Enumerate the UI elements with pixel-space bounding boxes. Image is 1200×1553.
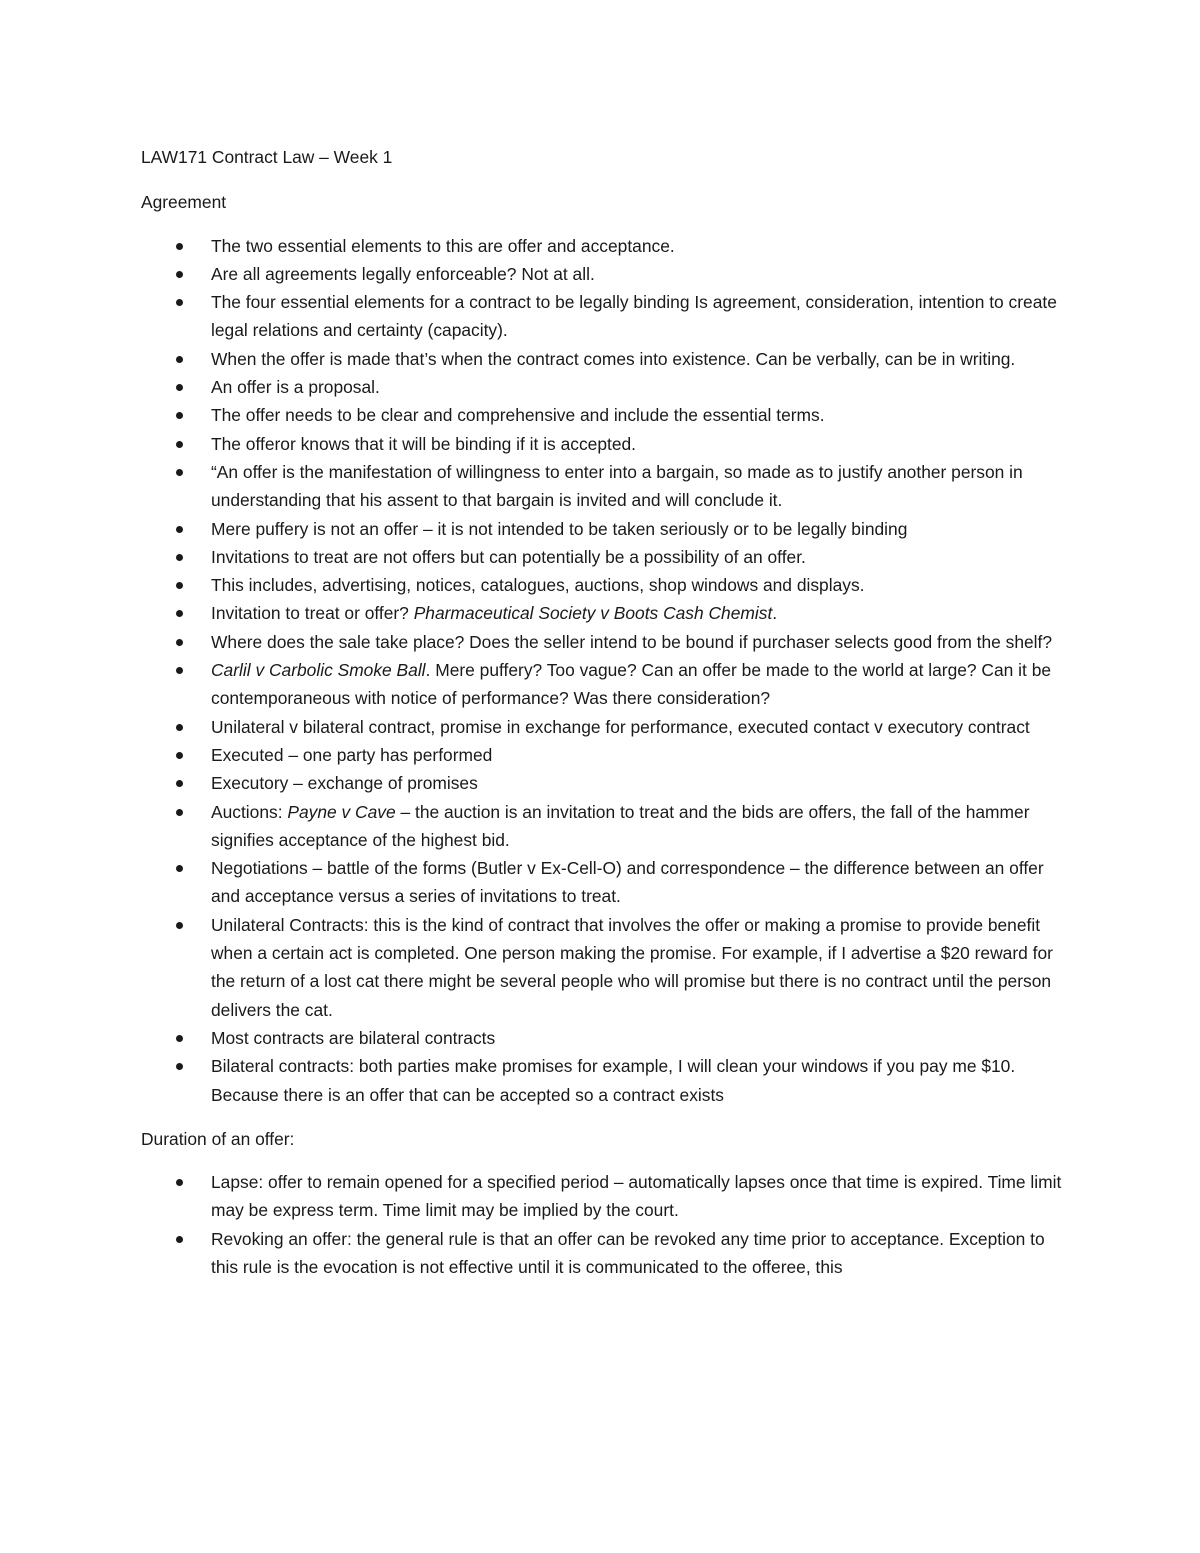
bullet-dot-icon xyxy=(176,667,183,674)
bullet-dot-icon xyxy=(176,780,183,787)
bullet-dot-icon xyxy=(176,526,183,533)
bullet-dot-icon xyxy=(176,469,183,476)
bullet-text: Revoking an offer: the general rule is that an offer can be revoked any time prior to acceptance. Exception to this rule is the evocation is not effective until it is communicated to the offeree, this xyxy=(211,1228,1045,1277)
bullet-dot-icon xyxy=(176,299,183,306)
bullet-item xyxy=(141,911,1076,1024)
bullet-item xyxy=(141,373,1076,401)
bullet-dot-icon xyxy=(176,412,183,419)
bullet-dot-icon xyxy=(176,441,183,448)
bullet-item xyxy=(141,1168,1076,1225)
bullet-text: Lapse: offer to remain opened for a specified period – automatically lapses once that time is expired. Time limit may be express term. Time limit may be implied by the court. xyxy=(211,1172,1062,1221)
bullet-item xyxy=(141,260,1076,288)
bullet-item xyxy=(141,741,1076,769)
bullet-item xyxy=(141,656,1076,713)
bullet-item xyxy=(141,628,1076,656)
bullet-dot-icon xyxy=(176,1035,183,1042)
bullet-text: The offeror knows that it will be binding if it is accepted. xyxy=(211,433,637,454)
bullet-dot-icon xyxy=(176,1063,183,1070)
bullet-item xyxy=(141,232,1076,260)
bullet-text: Mere puffery is not an offer – it is not intended to be taken seriously or to be legally binding xyxy=(211,518,908,539)
agreement-bullet-list xyxy=(141,232,1076,1109)
bullet-item xyxy=(141,1024,1076,1052)
bullet-item xyxy=(141,798,1076,855)
bullet-dot-icon xyxy=(176,356,183,363)
bullet-text: When the offer is made that’s when the contract comes into existence. Can be verbally, can be in writing. xyxy=(211,348,1016,369)
bullet-text-pre: Invitation to treat or offer? xyxy=(211,603,414,624)
bullet-text: “An offer is the manifestation of willingness to enter into a bargain, so made as to justify another person in understanding that his assent to that bargain is invited and will conclude it. xyxy=(211,461,1023,511)
bullet-text: Unilateral Contracts: this is the kind of contract that involves the offer or making a promise to provide benefit when a certain act is completed. One person making the promise. For example, if I advertise a $20 reward for the return of a lost cat there might be several people who will promise but there is no contract until the person delivers the cat. xyxy=(211,914,1053,1020)
section-heading-agreement: Agreement xyxy=(141,192,227,213)
bullet-item xyxy=(141,1225,1076,1282)
bullet-text: The four essential elements for a contract to be legally binding Is agreement, consideration, intention to create legal relations and certainty (capacity). xyxy=(211,292,1057,341)
bullet-text: This includes, advertising, notices, catalogues, auctions, shop windows and displays. xyxy=(211,575,865,596)
case-name-italic: Carlil v Carbolic Smoke Ball xyxy=(211,660,426,681)
bullet-text: Are all agreements legally enforceable? Not at all. xyxy=(211,263,595,284)
bullet-dot-icon xyxy=(176,271,183,278)
document-title: LAW171 Contract Law – Week 1 xyxy=(141,147,393,167)
bullet-text: The offer needs to be clear and comprehensive and include the essential terms. xyxy=(211,405,825,426)
bullet-text: An offer is a proposal. xyxy=(211,377,380,398)
bullet-item xyxy=(141,854,1076,911)
bullet-item xyxy=(141,288,1076,345)
bullet-text: The two essential elements to this are offer and acceptance. xyxy=(211,235,675,256)
bullet-text: Executory – exchange of promises xyxy=(211,773,478,794)
bullet-text-post: . Mere puffery? Too vague? Can an offer be made to the world at large? Can it be contemporaneous with notice of performance? Was there consideration? xyxy=(211,660,1052,709)
bullet-item xyxy=(141,1052,1076,1109)
case-name-italic: Pharmaceutical Society v Boots Cash Chemist xyxy=(413,603,773,624)
bullet-text: Where does the sale take place? Does the seller intend to be bound if purchaser selects good from the shelf? xyxy=(211,631,1053,652)
bullet-dot-icon xyxy=(176,384,183,391)
bullet-item xyxy=(141,345,1076,373)
bullet-dot-icon xyxy=(176,922,183,929)
bullet-dot-icon xyxy=(176,582,183,589)
section-heading-duration: Duration of an offer: xyxy=(141,1128,295,1149)
bullet-dot-icon xyxy=(176,752,183,759)
bullet-item xyxy=(141,571,1076,599)
bullet-item xyxy=(141,599,1076,627)
bullet-dot-icon xyxy=(176,865,183,872)
bullet-dot-icon xyxy=(176,1179,183,1186)
bullet-dot-icon xyxy=(176,639,183,646)
spacer xyxy=(141,1109,1076,1125)
bullet-item xyxy=(141,401,1076,429)
bullet-text: Unilateral v bilateral contract, promise in exchange for performance, executed contact v executory contract xyxy=(211,716,1030,737)
case-name-italic: Payne v Cave xyxy=(287,801,396,822)
bullet-dot-icon xyxy=(176,1236,183,1243)
bullet-item xyxy=(141,769,1076,797)
bullet-item xyxy=(141,515,1076,543)
bullet-dot-icon xyxy=(176,610,183,617)
bullet-text-pre: Auctions: xyxy=(211,801,288,822)
bullet-dot-icon xyxy=(176,243,183,250)
bullet-item xyxy=(141,430,1076,458)
bullet-dot-icon xyxy=(176,724,183,731)
bullet-text: Negotiations – battle of the forms (Butler v Ex-Cell-O) and correspondence – the difference between an offer and acceptance versus a series of invitations to treat. xyxy=(211,858,1044,907)
bullet-item xyxy=(141,458,1076,515)
duration-bullet-list xyxy=(141,1168,1076,1281)
bullet-item xyxy=(141,543,1076,571)
document-content xyxy=(141,143,1076,1281)
bullet-text: Bilateral contracts: both parties make promises for example, I will clean your windows if you pay me $10. Because there is an offer that can be accepted so a contract exists xyxy=(211,1056,1016,1105)
bullet-dot-icon xyxy=(176,809,183,816)
bullet-text-post: – the auction is an invitation to treat and the bids are offers, the fall of the hammer signifies acceptance of the highest bid. xyxy=(211,801,1030,850)
bullet-text: Invitations to treat are not offers but can potentially be a possibility of an offer. xyxy=(211,546,806,567)
bullet-dot-icon xyxy=(176,554,183,561)
bullet-text: Most contracts are bilateral contracts xyxy=(211,1027,496,1048)
bullet-item xyxy=(141,713,1076,741)
bullet-text: Executed – one party has performed xyxy=(211,744,493,765)
bullet-text-post: . xyxy=(772,603,778,624)
